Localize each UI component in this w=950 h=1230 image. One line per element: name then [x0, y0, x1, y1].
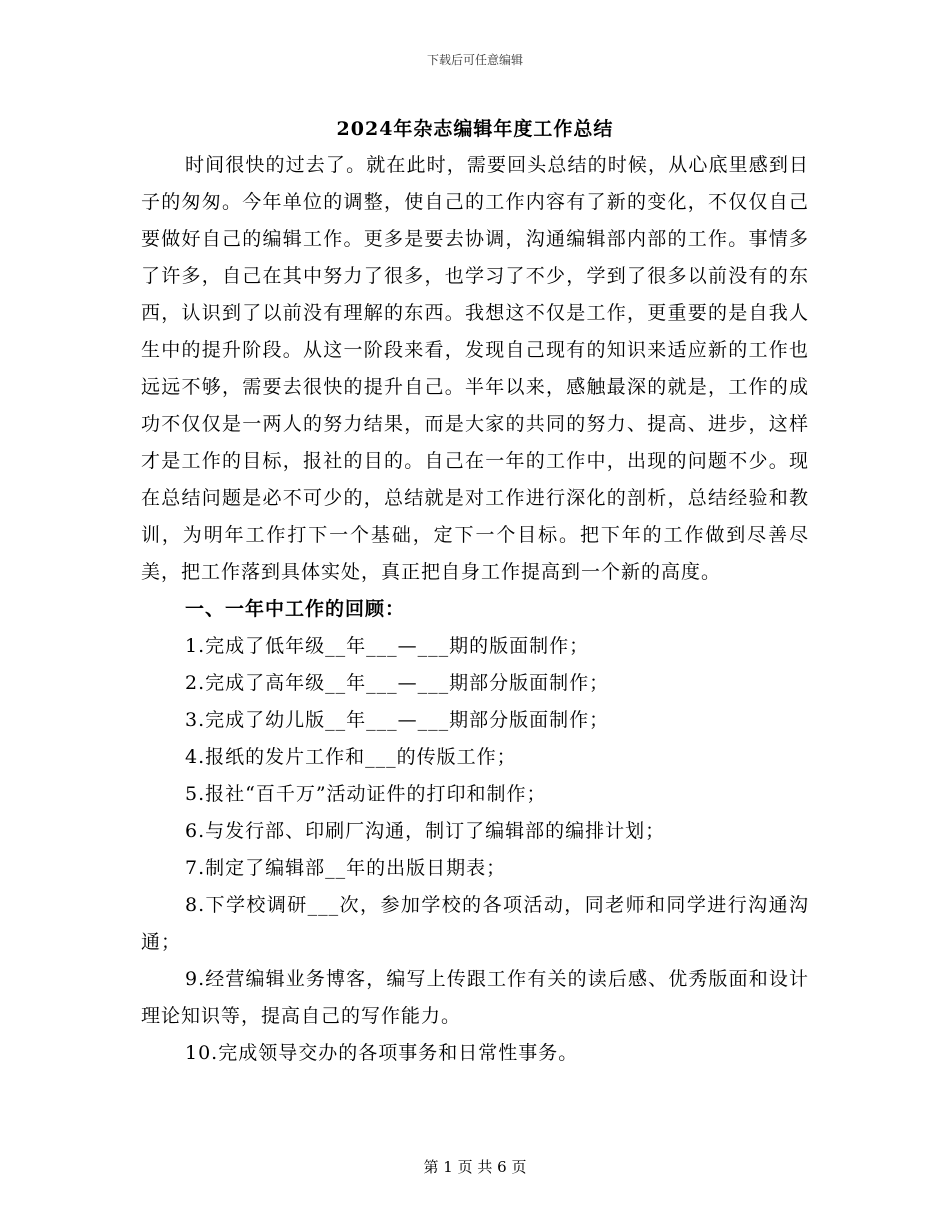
- intro-paragraph: 时间很快的过去了。就在此时，需要回头总结的时候，从心底里感到日子的匆匆。今年单位的调整，使自己的工作内容有了新的变化，不仅仅自己要做好自己的编辑工作。更多是要去协调，沟通编辑部内部的工作。事情多了许多，自己在其中努力了很多，也学习了不少，学到了很多以前没有的东西，认识到了以前没有理解的东西。我想这不仅是工作，更重要的是自我人生中的提升阶段。从这一阶段来看，发现自己现有的知识来适应新的工作也远远不够，需要去很快的提升自己。半年以来，感触最深的就是，工作的成功不仅仅是一两人的努力结果，而是大家的共同的努力、提高、进步，这样才是工作的目标，报社的目的。自己在一年的工作中，出现的问题不少。现在总结问题是必不可少的，总结就是对工作进行深化的剖析，总结经验和教训，为明年工作打下一个基础，定下一个目标。把下年的工作做到尽善尽美，把工作落到具体实处，真正把自身工作提高到一个新的高度。: [141, 154, 809, 583]
- list-item: 6.与发行部、印刷厂沟通，制订了编辑部的编排计划；: [185, 820, 666, 842]
- list-item: 7.制定了编辑部__年的出版日期表；: [185, 857, 507, 879]
- list-item: 3.完成了幼儿版__年___—___期部分版面制作；: [185, 709, 610, 731]
- section-heading: 一、一年中工作的回顾：: [185, 598, 406, 620]
- work-review-list: [141, 628, 809, 1072]
- page-number: 第 1 页 共 6 页: [423, 1158, 527, 1176]
- document-title: 2024年杂志编辑年度工作总结: [336, 118, 614, 140]
- list-item: 2.完成了高年级__年___—___期部分版面制作；: [185, 672, 610, 694]
- list-item: 8.下学校调研___次，参加学校的各项活动，同老师和同学进行沟通沟通；: [141, 894, 809, 953]
- list-item: 9.经营编辑业务博客，编写上传跟工作有关的读后感、优秀版面和设计理论知识等，提高自己的写作能力。: [141, 968, 809, 1027]
- page-header-note: 下载后可任意编辑: [426, 53, 523, 67]
- document-body: [141, 147, 809, 1072]
- list-item: 5.报社“百千万”活动证件的打印和制作；: [185, 783, 547, 805]
- list-item: 10.完成领导交办的各项事务和日常性事务。: [185, 1042, 579, 1064]
- list-item: 1.完成了低年级__年___—___期的版面制作；: [185, 635, 590, 657]
- list-item: 4.报纸的发片工作和___的传版工作；: [185, 746, 517, 768]
